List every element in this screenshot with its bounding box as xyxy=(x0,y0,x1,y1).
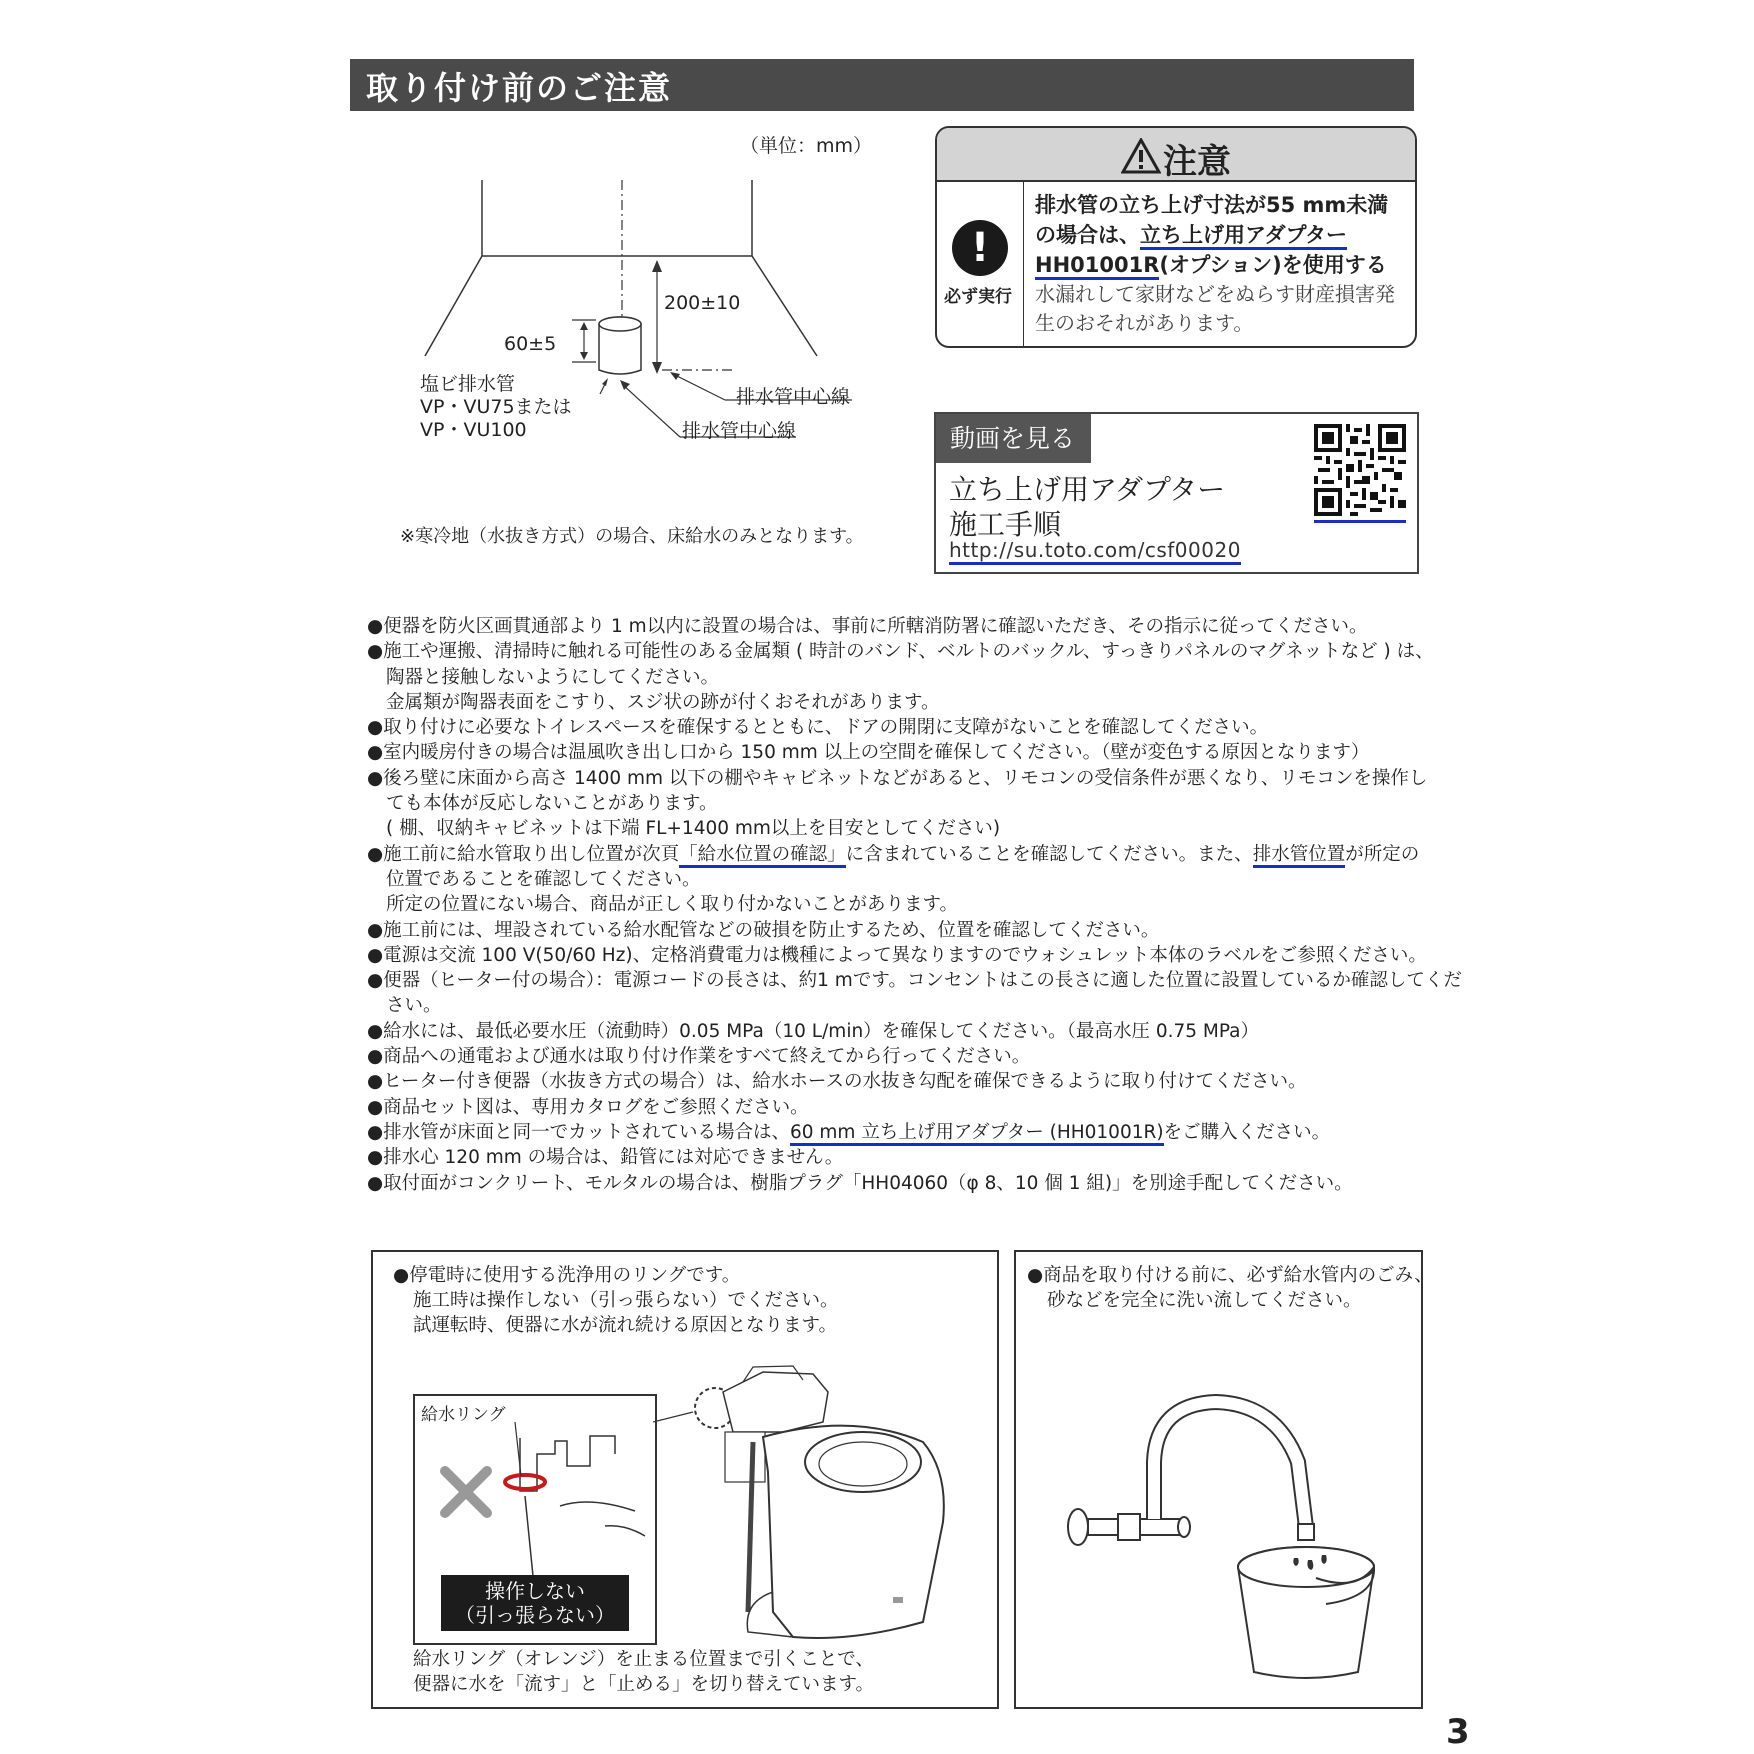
flush-note-line2: 砂などを完全に洗い流してください。 xyxy=(1047,1290,1362,1311)
caution-side xyxy=(937,182,1024,346)
adapter-link-text: 立ち上げ用アダプター xyxy=(1140,223,1347,250)
adapter-purchase-link[interactable]: 60 mm 立ち上げ用アダプター (HH01001R) xyxy=(790,1122,1164,1146)
list-item: ●商品への通電および通水は取り付け作業をすべて終えてから行ってください。 xyxy=(367,1046,1031,1068)
caution-main-line3b: (オプション)を使用する xyxy=(1159,253,1387,277)
do-not-operate-banner xyxy=(441,1575,629,1631)
caution-main-text xyxy=(1035,190,1405,280)
pipe-label-line1: 塩ビ排水管 xyxy=(420,373,516,395)
faucet-icon xyxy=(1068,1402,1314,1545)
list-item-cont: ( 棚、収納キャビネットは下端 FL+1400 mm以上を目安としてください) xyxy=(386,818,1001,840)
caution-main-line3 xyxy=(1035,250,1405,280)
water-ring-label: 給水リング xyxy=(421,1405,506,1425)
list-text: ●施工前に給水管取り出し位置が次頁 xyxy=(367,843,680,865)
caution-main-line2 xyxy=(1035,220,1405,250)
caution-header xyxy=(937,128,1415,182)
video-title-line2: 施工手順 xyxy=(949,508,1062,541)
list-item xyxy=(367,1120,1427,1145)
height-dimension-label: 200±10 xyxy=(664,292,741,314)
ring-footer-line2: 便器に水を「流す」と「止める」を切り替えています。 xyxy=(413,1674,875,1695)
faucet-bucket-illustration xyxy=(1056,1392,1386,1682)
list-item: ●取付面がコンクリート、モルタルの場合は、樹脂プラグ「HH04060（φ 8、10 個 1 組)」を別途手配してください。 xyxy=(367,1172,1353,1194)
must-do-label: 必ず実行 xyxy=(944,287,1012,307)
ring-footer-line1: 給水リング（オレンジ）を止まる位置まで引くことで、 xyxy=(413,1649,874,1670)
centerline-label-a: 排水管中心線 xyxy=(736,386,851,408)
caution-main-line1: 排水管の立ち上げ寸法が55 mm未満 xyxy=(1035,193,1389,217)
adapter-model-text: HH01001R xyxy=(1035,253,1159,280)
pipe-rise-dimension-label: 60±5 xyxy=(504,333,557,355)
list-text: に含まれていることを確認してください。また、 xyxy=(845,843,1253,865)
caution-sub-line2: 生のおそれがあります。 xyxy=(1035,311,1254,335)
precaution-list xyxy=(367,614,1462,1196)
exclamation-icon: ! xyxy=(952,220,1008,276)
caution-sub-text xyxy=(1035,280,1405,338)
list-item: ●便器を防火区画貫通部より 1 m以内に設置の場合は、事前に所轄消防署に確認いただき、その指示に従ってください。 xyxy=(367,616,1368,637)
unit-label: （単位：mm） xyxy=(740,135,873,157)
ring-detail-inset xyxy=(413,1394,657,1645)
ring-note-line2: 施工時は操作しない（引っ張らない）でください。 xyxy=(413,1290,839,1311)
list-item: ●取り付けに必要なトイレスペースを確保するとともに、ドアの開閉に支障がないことを確認してください。 xyxy=(367,717,1269,739)
flush-note-line1: ●商品を取り付ける前に、必ず給水管内のごみ、 xyxy=(1027,1265,1433,1286)
video-url-link[interactable]: http://su.toto.com/csf00020 xyxy=(949,538,1241,565)
list-item: ●排水心 120 mm の場合は、鉛管には対応できません。 xyxy=(367,1147,844,1169)
list-item: ●施工前には、埋設されている給水配管などの破損を防止するため、位置を確認してください。 xyxy=(367,919,1160,941)
list-item: ●施工や運搬、清掃時に触れる可能性のある金属類 ( 時計のバンド、ベルトのバックル、すっきりパネルのマグネットなど ) は、 xyxy=(367,641,1434,663)
qr-underline xyxy=(1314,520,1406,523)
list-item-cont: ても本体が反応しないことがあります。 xyxy=(386,793,718,815)
list-item: ●給水には、最低必要水圧（流動時）0.05 MPa（10 L/min）を確保してください。（最高水圧 0.75 MPa） xyxy=(367,1020,1260,1042)
toilet-illustration xyxy=(653,1352,973,1652)
list-item-cont: 陶器と接触しないようにしてください。 xyxy=(386,666,720,688)
section-title: 取り付け前のご注意 xyxy=(366,69,673,107)
caution-title: 注意 xyxy=(1163,142,1231,182)
list-item xyxy=(367,842,1427,867)
list-item: ●ヒーター付き便器（水抜き方式の場合）は、給水ホースの水抜き勾配を確保できるように取り付けてください。 xyxy=(367,1071,1307,1093)
qr-code-icon[interactable] xyxy=(1314,424,1406,516)
list-item: ●後ろ壁に床面から高さ 1400 mm 以下の棚やキャビネットなどがあると、リモコンの受信条件が悪くなり、リモコンを操作し xyxy=(367,767,1428,789)
list-item: ●電源は交流 100 V(50/60 Hz)、定格消費電力は機種によって異なりますのでウォシュレット本体のラベルをご参照ください。 xyxy=(367,944,1427,966)
ring-note-line1: ●停電時に使用する洗浄用のリングです。 xyxy=(393,1265,741,1286)
water-supply-position-link[interactable]: 「給水位置の確認」 xyxy=(679,844,846,868)
prohibited-x-icon xyxy=(445,1471,487,1513)
video-title-line1: 立ち上げ用アダプター xyxy=(949,473,1226,506)
list-item-cont: 所定の位置にない場合、商品が正しく取り付かないことがあります。 xyxy=(386,894,959,916)
drain-position-link[interactable]: 排水管位置 xyxy=(1253,844,1346,868)
ring-note-line3: 試運転時、便器に水が流れ続ける原因となります。 xyxy=(413,1315,838,1336)
do-not-operate-line2: （引っ張らない） xyxy=(455,1603,615,1627)
caution-box xyxy=(935,126,1417,348)
ring-detail-drawing xyxy=(415,1396,655,1576)
cold-region-note: ※寒冷地（水抜き方式）の場合、床給水のみとなります。 xyxy=(400,526,864,547)
list-item: ●便器（ヒーター付の場合）：電源コードの長さは、約1 mです。コンセントはこの長さに適した位置に設置しているか確認してくだ xyxy=(367,970,1462,992)
pipe-label-line3: VP・VU100 xyxy=(420,419,527,441)
page-number: 3 xyxy=(1446,1712,1470,1752)
do-not-operate-line1: 操作しない xyxy=(485,1579,585,1603)
bucket-icon xyxy=(1238,1547,1374,1678)
list-text: が所定の xyxy=(1345,843,1420,865)
list-item: ●商品セット図は、専用カタログをご参照ください。 xyxy=(367,1096,809,1118)
video-title xyxy=(949,472,1225,542)
list-item-cont: さい。 xyxy=(386,995,442,1017)
warning-triangle-icon xyxy=(1121,138,1161,174)
video-box xyxy=(934,412,1419,574)
pipe-label-line2: VP・VU75または xyxy=(420,396,572,418)
list-text: をご購入ください。 xyxy=(1163,1121,1331,1143)
caution-sub-line1: 水漏れして家財などをぬらす財産損害発 xyxy=(1035,282,1395,306)
centerline-label-b: 排水管中心線 xyxy=(682,420,797,442)
list-text: ●排水管が床面と同一でカットされている場合は、 xyxy=(367,1121,790,1143)
list-item: ●室内暖房付きの場合は温風吹き出し口から 150 mm 以上の空間を確保してください。（壁が変色する原因となります） xyxy=(367,742,1370,764)
caution-main-line2a: の場合は、 xyxy=(1035,223,1140,247)
list-item-cont: 金属類が陶器表面をこすり、スジ状の跡が付くおそれがあります。 xyxy=(386,691,940,713)
video-tag: 動画を見る xyxy=(936,414,1091,463)
list-item-cont: 位置であることを確認してください。 xyxy=(386,868,701,890)
water-ring-panel xyxy=(371,1250,999,1709)
flush-pipe-panel xyxy=(1014,1250,1433,1709)
